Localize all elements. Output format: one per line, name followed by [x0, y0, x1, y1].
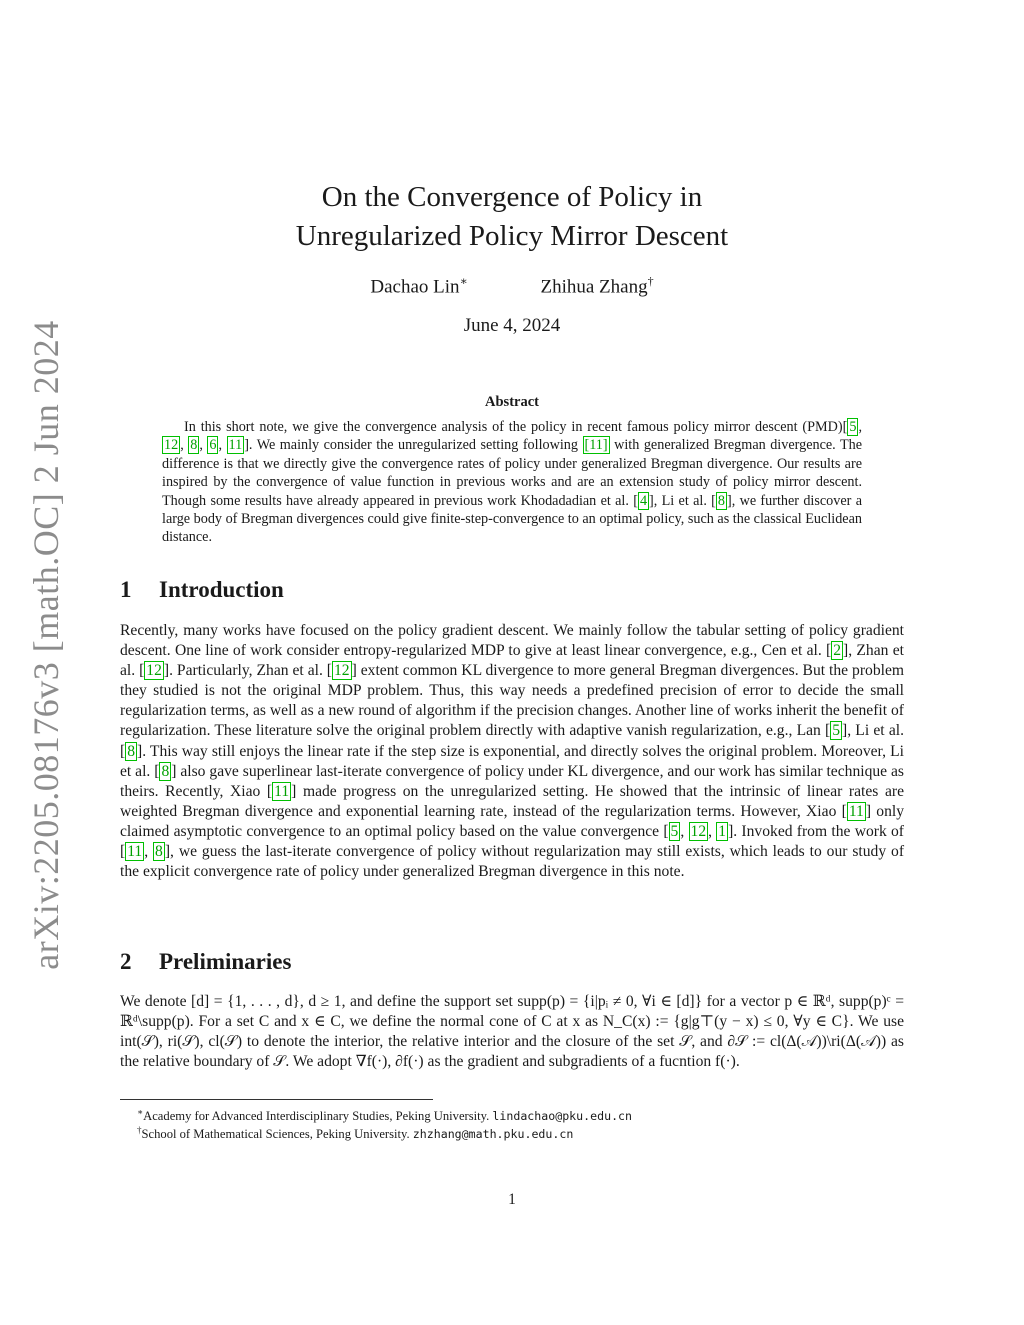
paper-title [0, 178, 1024, 256]
intro-text-run: Recently, many works have focused on the policy gradient descent. We mainly follow the tabular setting of policy gradient descent. One line of work consider entropy-regularized MDP to give at least linear convergence, e.g., Cen et al. [ [120, 622, 904, 660]
arxiv-identifier-stamp: arXiv:2205.08176v3 [math.OC] 2 Jun 2024 [26, 320, 66, 970]
citation-link[interactable]: 5 [832, 722, 841, 740]
footnote-2 [120, 1122, 904, 1142]
abstract-text-run: ], Li et al. [ [649, 492, 716, 509]
citation-link[interactable]: 12 [334, 662, 350, 680]
intro-text-run: ]. Invoked from the work of [ [120, 822, 904, 861]
email-link[interactable]: zhzhang@math.pku.edu.cn [412, 1127, 574, 1142]
citation-link[interactable]: 12 [146, 662, 162, 680]
abstract-text-run: ], we further discover a large body of Bregman divergences could give finite-step-convergence to an optimal policy, such as the classical Euclidean distance. [162, 492, 862, 546]
section-title: Preliminaries [159, 949, 292, 974]
footnote-mark: ∗ [137, 1107, 144, 1117]
section-heading-introduction [120, 577, 284, 603]
intro-text-run: ], Zhan et al. [ [120, 642, 904, 680]
author-footnote-mark: ∗ [459, 274, 468, 288]
citation-link[interactable]: 11 [228, 437, 243, 454]
author-name: Zhihua Zhang [540, 276, 648, 298]
title-line-2: Unregularized Policy Mirror Descent [295, 220, 729, 252]
citation-link[interactable]: 5 [849, 419, 857, 435]
abstract-text-run: In this short note, we give the convergence analysis of the policy in recent famous policy mirror descent (PMD)[ [184, 419, 848, 435]
intro-text-run: ], Li et al. [ [120, 722, 904, 760]
footnote-text: School of Mathematical Sciences, Peking University. [141, 1127, 413, 1142]
intro-text-run: ] extent common KL divergence to more general Bregman divergences. But the problem they studied is not the original MDP problem. Thus, this way needs a predefined precision of error to decide the small regularization terms, as well as a new round of algorithm if the precision changes. Another line of works inherit the benefit of regularization. These literature solve the original problem directly with adaptive vanish regularization, e.g., Lan [ [120, 662, 904, 740]
page-number: 1 [508, 1191, 516, 1208]
section-number: 1 [120, 577, 132, 602]
publication-date: June 4, 2024 [463, 315, 561, 336]
citation-link[interactable]: 8 [127, 742, 135, 760]
footnote-mark: † [137, 1125, 142, 1135]
citation-link[interactable]: 12 [690, 822, 707, 840]
email-link[interactable]: lindachao@pku.edu.cn [492, 1109, 633, 1124]
section-heading-preliminaries [120, 949, 291, 975]
citation-link[interactable]: 8 [155, 843, 163, 861]
author-name: Dachao Lin [370, 276, 460, 298]
citation-link[interactable]: 5 [670, 822, 679, 840]
citation-link[interactable]: [11] [584, 437, 608, 454]
author-1 [370, 274, 467, 298]
section-number: 2 [120, 949, 132, 974]
abstract-text-run: ]. We mainly consider the unregularized setting following [244, 437, 583, 454]
citation-link[interactable]: 2 [833, 642, 842, 660]
author-footnote-mark: † [647, 274, 654, 288]
citation-link[interactable]: 6 [209, 437, 217, 454]
citation-link[interactable]: 8 [190, 437, 198, 454]
intro-text-run: ] only claimed asymptotic convergence to an optimal policy based on the value convergence [ [120, 802, 904, 840]
citation-link[interactable]: 11 [848, 802, 864, 820]
abstract-heading: Abstract [485, 394, 539, 410]
citation-link[interactable]: 11 [127, 843, 143, 861]
citation-link[interactable]: 11 [274, 782, 290, 800]
preliminaries-paragraph: We denote [d] = {1, . . . , d}, d ≥ 1, and define the support set supp(p) = {i|pᵢ ≠ 0, ∀i ∈ [d]} for a vector p ∈ ℝᵈ, supp(p)ᶜ = ℝᵈ\supp(p). For a set C and x ∈ C, we define the normal cone of C at x as N_C(x) := {g|g⊤(y − x) ≤ 0, ∀y ∈ C}. We use int(𝒮), ri(𝒮), cl(𝒮) to denote the interior, the relative interior and the closure of the set 𝒮, and ∂𝒮 := cl(Δ(𝒜))\ri(Δ(𝒜)) as the relative boundary of 𝒮. We adopt ∇f(·), ∂f(·) as the gradient and subgradients of a fucntion f(·). [120, 993, 904, 1071]
section-title: Introduction [159, 577, 284, 602]
title-line-1: On the Convergence of Policy in [321, 181, 703, 213]
citation-link[interactable]: 1 [718, 822, 727, 840]
introduction-paragraph: Recently, many works have focused on the policy gradient descent. We mainly follow the tabular setting of policy gradient descent. One line of work consider entropy-regularized MDP to give at least linear convergence, e.g., Cen et al. [ 2 ], Zhan et al. [ 12 ]. Particularly, Zhan et al. [ 12 ] extent common KL divergence to more general Bregman divergences. But the problem they studied is not the original MDP problem. Thus, this way needs a predefined precision of error to decide the small regularization terms, as well as a new round of algorithm if the precision changes. Another line of works inherit the benefit of regularization. These literature solve the original problem directly with adaptive vanish regularization, e.g., Lan [ 5 ], Li et al. [ 8 ]. This way still enjoys the linear rate if the step size is exponential, and directly solves the original problem. Moreover, Li et al. [ 8 ] also gave superlinear last-iterate convergence of policy under KL divergence, and our work has similar technique as theirs. Recently, Xiao [ 11 ] made progress on the unregularized setting. He showed that the intrinsic of linear rates are weighted Bregman divergence and exponential learning rate, instead of the regularization terms. However, Xiao [ 11 ] only claimed asymptotic convergence to an optimal policy based on the value convergence [ 5 , 12 , 1 ]. Invoked from the work of [ 11 , 8 ], we guess the last-iterate convergence of policy without regularization may still exists, which leads to our study of the explicit convergence rate of policy under generalized Bregman divergence in this note. [120, 622, 905, 881]
intro-text-run: ]. This way still enjoys the linear rate if the step size is exponential, and directly solves the original problem. Moreover, Li et al. [ [120, 742, 904, 780]
author-2 [540, 274, 653, 298]
intro-text-run: ], we guess the last-iterate convergence of policy without regularization may still exists, which leads to our study of the explicit convergence rate of policy under generalized Bregman divergence in this note. [120, 843, 905, 881]
citation-link[interactable]: 12 [164, 437, 179, 454]
author-list [0, 274, 1024, 298]
citation-link[interactable]: 8 [161, 762, 170, 780]
abstract-text-run: with generalized Bregman divergence. The difference is that we directly give the convergence rates of policy under generalized Bregman divergence. Our results are inspired by the convergence of value function in previous works and are an extension study of policy mirror descent. Though some results have already appeared in previous work Khodadadian et al. [ [162, 437, 863, 509]
intro-text-run: ] also gave superlinear last-iterate convergence of policy under KL divergence, and our work has similar technique as theirs. Recently, Xiao [ [120, 762, 904, 800]
abstract-text: In this short note, we give the convergence analysis of the policy in recent famous policy mirror descent (PMD)[ 5 , 12 , 8 , 6 , 11 ]. We mainly consider the unregularized setting following [11] with generalized Bregman divergence. The difference is that we directly give the convergence rates of policy under generalized Bregman divergence. Our results are inspired by the convergence of value function in previous works and are an extension study of policy mirror descent. Though some results have already appeared in previous work Khodadadian et al. [ 4 ], Li et al. [ 8 ], we further discover a large body of Bregman divergences could give finite-step-convergence to an optimal policy, such as the classical Euclidean distance. [162, 419, 863, 546]
footnote-divider [120, 1099, 433, 1100]
citation-link[interactable]: 4 [639, 492, 648, 509]
footnote-text: Academy for Advanced Interdisciplinary Studies, Peking University. [143, 1109, 493, 1124]
intro-text-run: ]. Particularly, Zhan et al. [ [163, 662, 332, 680]
citation-link[interactable]: 8 [717, 492, 725, 509]
intro-text-run: ] made progress on the unregularized setting. He showed that the intrinsic of linear rates are weighted Bregman divergence and exponential learning rate, instead of the regularization terms. However, Xiao [ [120, 782, 904, 820]
